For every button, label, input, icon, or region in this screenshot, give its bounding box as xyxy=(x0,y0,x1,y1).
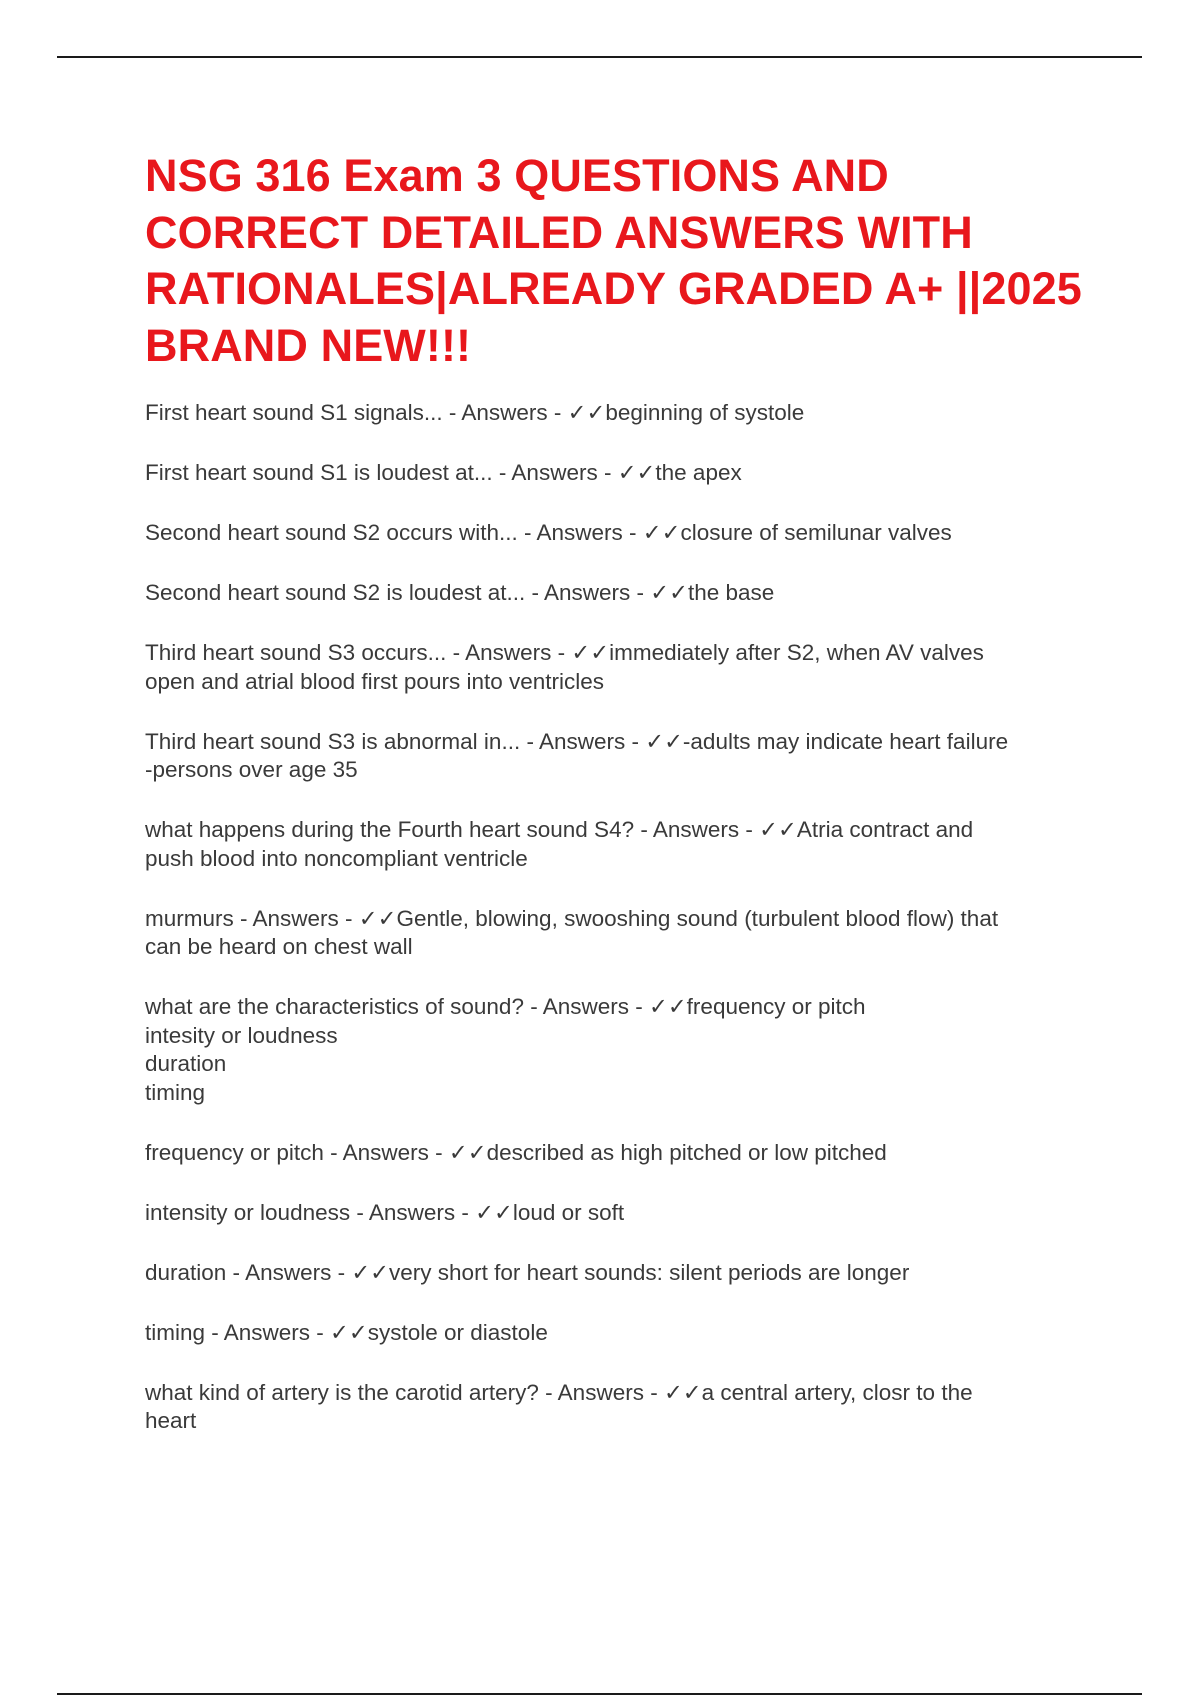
qa-list xyxy=(145,399,1095,1467)
qa-item-intensity: intensity or loudness - Answers - ✓✓loud or soft xyxy=(145,1199,625,1225)
qa-item-sound-characteristics: what are the characteristics of sound? - Answers - ✓✓frequency or pitch intesity or loudness duration timing xyxy=(145,994,866,1105)
qa-item-s3-occurs: Third heart sound S3 occurs... - Answers - ✓✓immediately after S2, when AV valves open and atrial blood first pours into ventricles xyxy=(145,640,984,694)
qa-item-timing: timing - Answers - ✓✓systole or diastole xyxy=(145,1319,548,1345)
qa-item-s2-loudest: Second heart sound S2 is loudest at... - Answers - ✓✓the base xyxy=(145,580,775,605)
qa-item-carotid: what kind of artery is the carotid artery? - Answers - ✓✓a central artery, closr to the heart xyxy=(145,1379,973,1433)
qa-item-frequency: frequency or pitch - Answers - ✓✓described as high pitched or low pitched xyxy=(145,1139,887,1165)
qa-item-s1-signals: First heart sound S1 signals... - Answers - ✓✓beginning of systole xyxy=(145,400,805,425)
page-title: NSG 316 Exam 3 QUESTIONS AND CORRECT DETAILED ANSWERS WITH RATIONALES|ALREADY GRADED A+ ||2025 BRAND NEW!!! xyxy=(145,150,1082,371)
qa-item-s4: what happens during the Fourth heart sound S4? - Answers - ✓✓Atria contract and push blood into noncompliant ventricle xyxy=(145,817,974,871)
qa-item-murmurs: murmurs - Answers - ✓✓Gentle, blowing, swooshing sound (turbulent blood flow) that can be heard on chest wall xyxy=(145,905,999,959)
qa-item-s1-loudest: First heart sound S1 is loudest at... - Answers - ✓✓the apex xyxy=(145,460,742,485)
qa-item-s2-occurs: Second heart sound S2 occurs with... - Answers - ✓✓closure of semilunar valves xyxy=(145,520,952,545)
qa-item-duration: duration - Answers - ✓✓very short for heart sounds: silent periods are longer xyxy=(145,1259,910,1285)
footer-rule xyxy=(57,1693,1142,1695)
header-rule xyxy=(57,56,1142,58)
qa-item-s3-abnormal: Third heart sound S3 is abnormal in... - Answers - ✓✓-adults may indicate heart failure -persons over age 35 xyxy=(145,728,1009,782)
